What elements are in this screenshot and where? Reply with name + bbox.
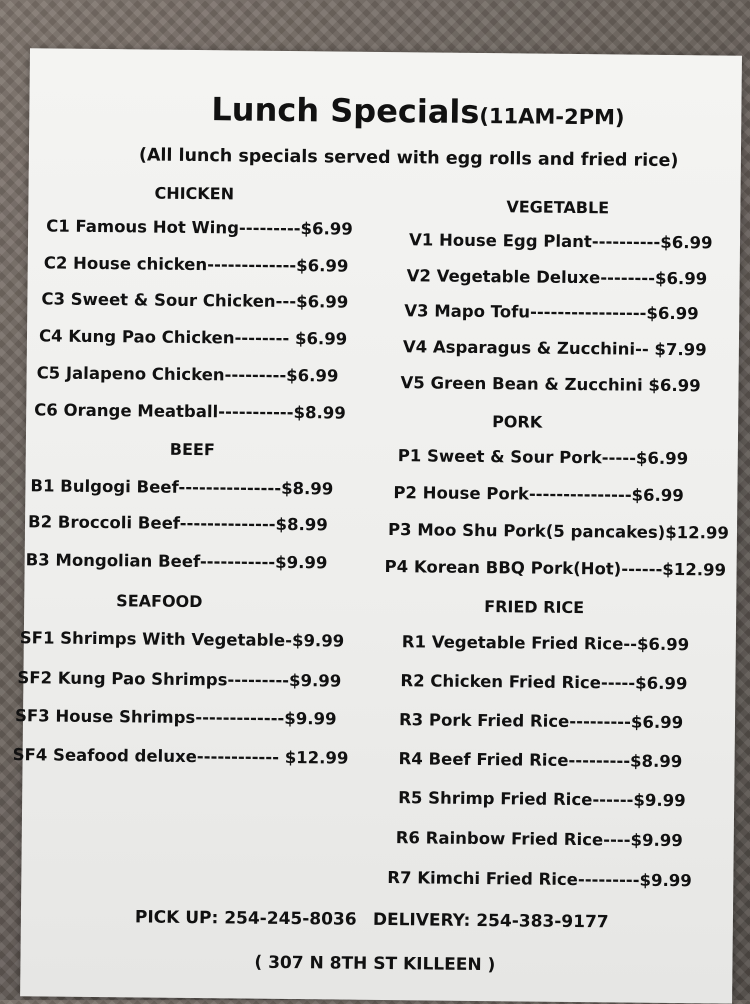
- menu-item-p4: P4 Korean BBQ Pork(Hot)------$12.99: [384, 557, 727, 580]
- menu-item-c1: C1 Famous Hot Wing---------$6.99: [46, 216, 353, 239]
- menu-item-sf2: SF2 Kung Pao Shrimps---------$9.99: [17, 668, 342, 691]
- title-text: Lunch Specials: [211, 90, 480, 131]
- menu-item-sf3: SF3 House Shrimps-------------$9.99: [14, 706, 337, 729]
- menu-item-v5: V5 Green Bean & Zucchini $6.99: [400, 373, 701, 396]
- menu-item-r2: R2 Chicken Fried Rice-----$6.99: [400, 671, 688, 694]
- subtitle: (All lunch specials served with egg rolls and fried rice): [138, 145, 679, 172]
- menu-item-b1: B1 Bulgogi Beef---------------$8.99: [30, 476, 334, 499]
- address: ( 307 N 8TH ST KILLEEN ): [254, 952, 496, 976]
- menu-item-sf1: SF1 Shrimps With Vegetable-$9.99: [19, 628, 345, 651]
- menu-title: [211, 90, 625, 132]
- menu-item-r4: R4 Beef Fried Rice---------$8.99: [398, 749, 683, 772]
- menu-item-c5: C5 Jalapeno Chicken---------$6.99: [36, 363, 339, 386]
- menu-item-v1: V1 House Egg Plant----------$6.99: [408, 230, 713, 253]
- menu-item-p1: P1 Sweet & Sour Pork-----$6.99: [397, 446, 689, 469]
- section-heading-beef: BEEF: [169, 439, 215, 460]
- menu-item-v2: V2 Vegetable Deluxe--------$6.99: [406, 266, 708, 289]
- menu-item-r7: R7 Kimchi Fried Rice---------$9.99: [387, 868, 692, 891]
- menu-item-c4: C4 Kung Pao Chicken-------- $6.99: [38, 326, 348, 349]
- menu-item-v4: V4 Asparagus & Zucchini-- $7.99: [402, 337, 707, 360]
- menu-item-b2: B2 Broccoli Beef--------------$8.99: [27, 512, 328, 535]
- section-heading-chicken: CHICKEN: [154, 183, 235, 204]
- hours-text: (11AM-2PM): [479, 103, 625, 130]
- section-heading-vegetable: VEGETABLE: [506, 197, 610, 218]
- menu-item-v3: V3 Mapo Tofu-----------------$6.99: [404, 301, 699, 324]
- menu-item-p3: P3 Moo Shu Pork(5 pancakes)$12.99: [387, 520, 730, 543]
- menu-item-c6: C6 Orange Meatball-----------$8.99: [34, 400, 346, 423]
- menu-item-r6: R6 Rainbow Fried Rice----$9.99: [395, 828, 683, 851]
- section-heading-fried-rice: FRIED RICE: [484, 597, 585, 618]
- menu-item-p2: P2 House Pork---------------$6.99: [393, 483, 684, 506]
- pickup-phone: PICK UP: 254-245-8036: [134, 907, 357, 930]
- menu-item-r3: R3 Pork Fried Rice---------$6.99: [398, 710, 684, 733]
- menu-item-sf4: SF4 Seafood deluxe------------ $12.99: [12, 745, 349, 768]
- menu-item-c2: C2 House chicken-------------$6.99: [43, 253, 349, 276]
- menu-item-b3: B3 Mongolian Beef-----------$9.99: [25, 550, 328, 573]
- menu-sheet: [12, 48, 742, 1003]
- menu-item-r1: R1 Vegetable Fried Rice--$6.99: [401, 632, 690, 655]
- section-heading-pork: PORK: [492, 412, 543, 432]
- delivery-phone: DELIVERY: 254-383-9177: [372, 909, 609, 933]
- section-heading-seafood: SEAFOOD: [116, 591, 203, 612]
- menu-item-c3: C3 Sweet & Sour Chicken---$6.99: [41, 289, 349, 312]
- menu-item-r5: R5 Shrimp Fried Rice------$9.99: [398, 788, 686, 811]
